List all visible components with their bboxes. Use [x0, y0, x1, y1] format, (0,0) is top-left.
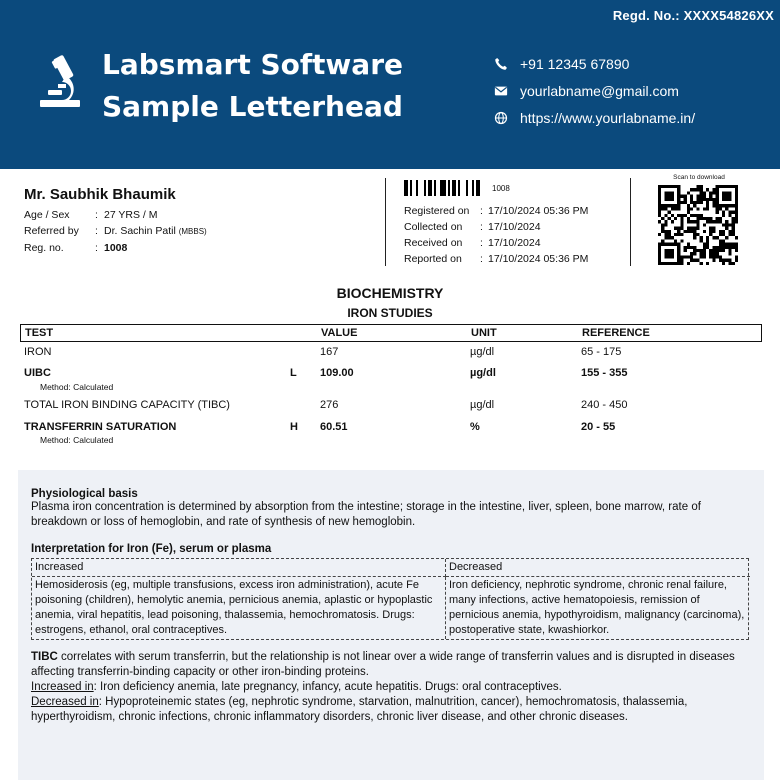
- contact-info: [494, 50, 695, 131]
- test-unit: µg/dl: [470, 399, 495, 411]
- test-name: UIBC: [24, 367, 51, 379]
- separator: :: [95, 225, 98, 237]
- reported-label: Reported on: [404, 253, 462, 265]
- test-value: 167: [320, 346, 339, 358]
- test-reference: 65 - 175: [581, 346, 622, 358]
- test-value: 60.51: [320, 421, 348, 433]
- interpretation-table: [31, 558, 749, 640]
- interpretation-panel: [18, 470, 764, 780]
- patient-reg-row: [24, 240, 364, 256]
- received-value: 17/10/2024: [488, 237, 541, 249]
- separator: :: [480, 237, 483, 249]
- received-row: [404, 235, 588, 251]
- doctor-qualification: (MBBS): [178, 227, 207, 236]
- contact-email-row: [494, 77, 695, 104]
- flag-high-badge: H: [290, 421, 298, 433]
- tibc-text: correlates with serum transferrin, but the relationship is not linear over a wide range of transferrin values and is disrupted in diseases affecting transferrin-binding capacity or other iron-binding proteins.: [31, 651, 735, 678]
- test-method: Method: Calculated: [40, 435, 114, 445]
- separator: :: [480, 221, 483, 233]
- brand-line-2: Sample Letterhead: [102, 90, 403, 123]
- decreased-header: Decreased: [446, 559, 750, 577]
- barcode-number: 1008: [492, 183, 510, 193]
- age-sex-value: 27 YRS / M: [104, 209, 158, 221]
- test-unit: µg/dl: [470, 346, 495, 358]
- referred-by-value: [104, 223, 207, 240]
- table-header: [20, 324, 762, 342]
- globe-icon: [494, 111, 508, 125]
- tibc-decreased: [31, 695, 751, 725]
- physiological-basis-title: Physiological basis: [31, 488, 138, 500]
- table-row: [20, 417, 762, 447]
- table-row: [20, 342, 762, 362]
- contact-phone[interactable]: +91 12345 67890: [520, 55, 630, 72]
- tibc-decreased-label: Decreased in: [31, 696, 99, 708]
- tibc-increased: [31, 680, 751, 695]
- scan-to-download-label: Scan to download: [673, 174, 725, 181]
- column-reference: REFERENCE: [582, 327, 650, 339]
- separator: :: [95, 209, 98, 221]
- patient-referred-row: [24, 223, 364, 240]
- increased-header: Increased: [32, 559, 446, 577]
- physiological-basis-text: Plasma iron concentration is determined by absorption from the intestine; storage in the intestine, liver, spleen, bone marrow, rate of breakdown or loss of hemoglobin, and rate of synthesis of new hemoglobin.: [31, 501, 701, 528]
- patient-name: Mr. Saubhik Bhaumik: [24, 186, 176, 203]
- qr-code-icon[interactable]: [658, 185, 738, 265]
- mail-icon: [494, 84, 508, 98]
- column-value: VALUE: [321, 327, 358, 339]
- barcode-icon: [404, 180, 482, 196]
- test-method: Method: Calculated: [40, 382, 114, 392]
- reg-no-label: Reg. no.: [24, 242, 64, 254]
- registered-value: 17/10/2024 05:36 PM: [488, 205, 589, 217]
- increased-text: Hemosiderosis (eg, multiple transfusions, excess iron administration), acute Fe poisoning (children), hemolytic anemia, pernicious anemia, aplastic or hypoplastic anemia, viral hepatitis, lead poisoning, thalassemia, hemochromatosis. Drugs: estrogens, ethanol, oral contraceptives.: [32, 577, 446, 639]
- brand-line-1: Labsmart Software: [102, 48, 403, 81]
- registered-label: Registered on: [404, 205, 470, 217]
- collected-value: 17/10/2024: [488, 221, 541, 233]
- registration-number: Regd. No.: XXXX54826XX: [612, 8, 774, 23]
- reg-no-value: 1008: [104, 242, 128, 254]
- microscope-icon: [36, 54, 84, 110]
- sample-dates: [404, 203, 588, 267]
- interpretation-title: Interpretation for Iron (Fe), serum or plasma: [31, 543, 272, 555]
- registered-row: [404, 203, 588, 219]
- tibc-label: TIBC: [31, 651, 58, 663]
- test-name: IRON: [24, 346, 52, 358]
- test-value: 109.00: [320, 367, 354, 379]
- test-unit: %: [470, 421, 480, 433]
- test-reference: 155 - 355: [581, 367, 628, 379]
- contact-website[interactable]: https://www.yourlabname.in/: [520, 109, 696, 126]
- divider: [630, 178, 631, 266]
- test-value: 276: [320, 399, 339, 411]
- separator: :: [480, 253, 483, 265]
- divider: [385, 178, 386, 266]
- reported-value: 17/10/2024 05:36 PM: [488, 253, 589, 265]
- test-reference: 240 - 450: [581, 399, 628, 411]
- tibc-decreased-text: : Hypoproteinemic states (eg, nephrotic syndrome, starvation, malnutrition, cancer), hemochromatosis, thalassemia, hyperthyroidism, chronic infections, chronic inflammatory disorders, chronic liver disease, and other chronic diseases.: [31, 696, 688, 723]
- table-row: [20, 395, 762, 417]
- contact-phone-row: [494, 50, 695, 77]
- test-unit: µg/dl: [470, 367, 496, 379]
- collected-label: Collected on: [404, 221, 463, 233]
- table-row: [20, 362, 762, 395]
- tibc-increased-label: Increased in: [31, 681, 94, 693]
- separator: :: [95, 242, 98, 254]
- decreased-text: Iron deficiency, nephrotic syndrome, chronic renal failure, many infections, active hematopoiesis, remission of pernicious anemia, hypothyroidism, malignancy (carcinoma), postoperative state, kwashiorkor.: [449, 579, 745, 636]
- age-sex-label: Age / Sex: [24, 209, 70, 221]
- received-label: Received on: [404, 237, 463, 249]
- column-test: TEST: [25, 327, 54, 339]
- flag-low-badge: L: [290, 367, 297, 379]
- reported-row: [404, 251, 588, 267]
- brand-title: [102, 44, 403, 128]
- results-table: [20, 324, 762, 447]
- tibc-increased-text: : Iron deficiency anemia, late pregnancy, infancy, acute hepatitis. Drugs: oral contraceptives.: [93, 681, 562, 693]
- letterhead-header: [0, 0, 780, 169]
- tibc-paragraph: [31, 650, 751, 680]
- referred-by-label: Referred by: [24, 225, 79, 237]
- test-reference: 20 - 55: [581, 421, 616, 433]
- column-unit: UNIT: [471, 327, 497, 339]
- patient-age-sex-row: [24, 207, 364, 223]
- department-title: BIOCHEMISTRY: [336, 285, 444, 301]
- patient-details: [24, 186, 364, 256]
- doctor-name: Dr. Sachin Patil: [104, 225, 176, 237]
- contact-email[interactable]: yourlabname@gmail.com: [520, 82, 679, 99]
- test-name: TOTAL IRON BINDING CAPACITY (TIBC): [24, 399, 230, 411]
- separator: :: [480, 205, 483, 217]
- sample-barcode: [404, 180, 510, 196]
- test-name: TRANSFERRIN SATURATION: [24, 421, 177, 433]
- collected-row: [404, 219, 588, 235]
- contact-website-row: [494, 104, 695, 131]
- phone-icon: [494, 57, 508, 71]
- panel-title: IRON STUDIES: [347, 306, 433, 320]
